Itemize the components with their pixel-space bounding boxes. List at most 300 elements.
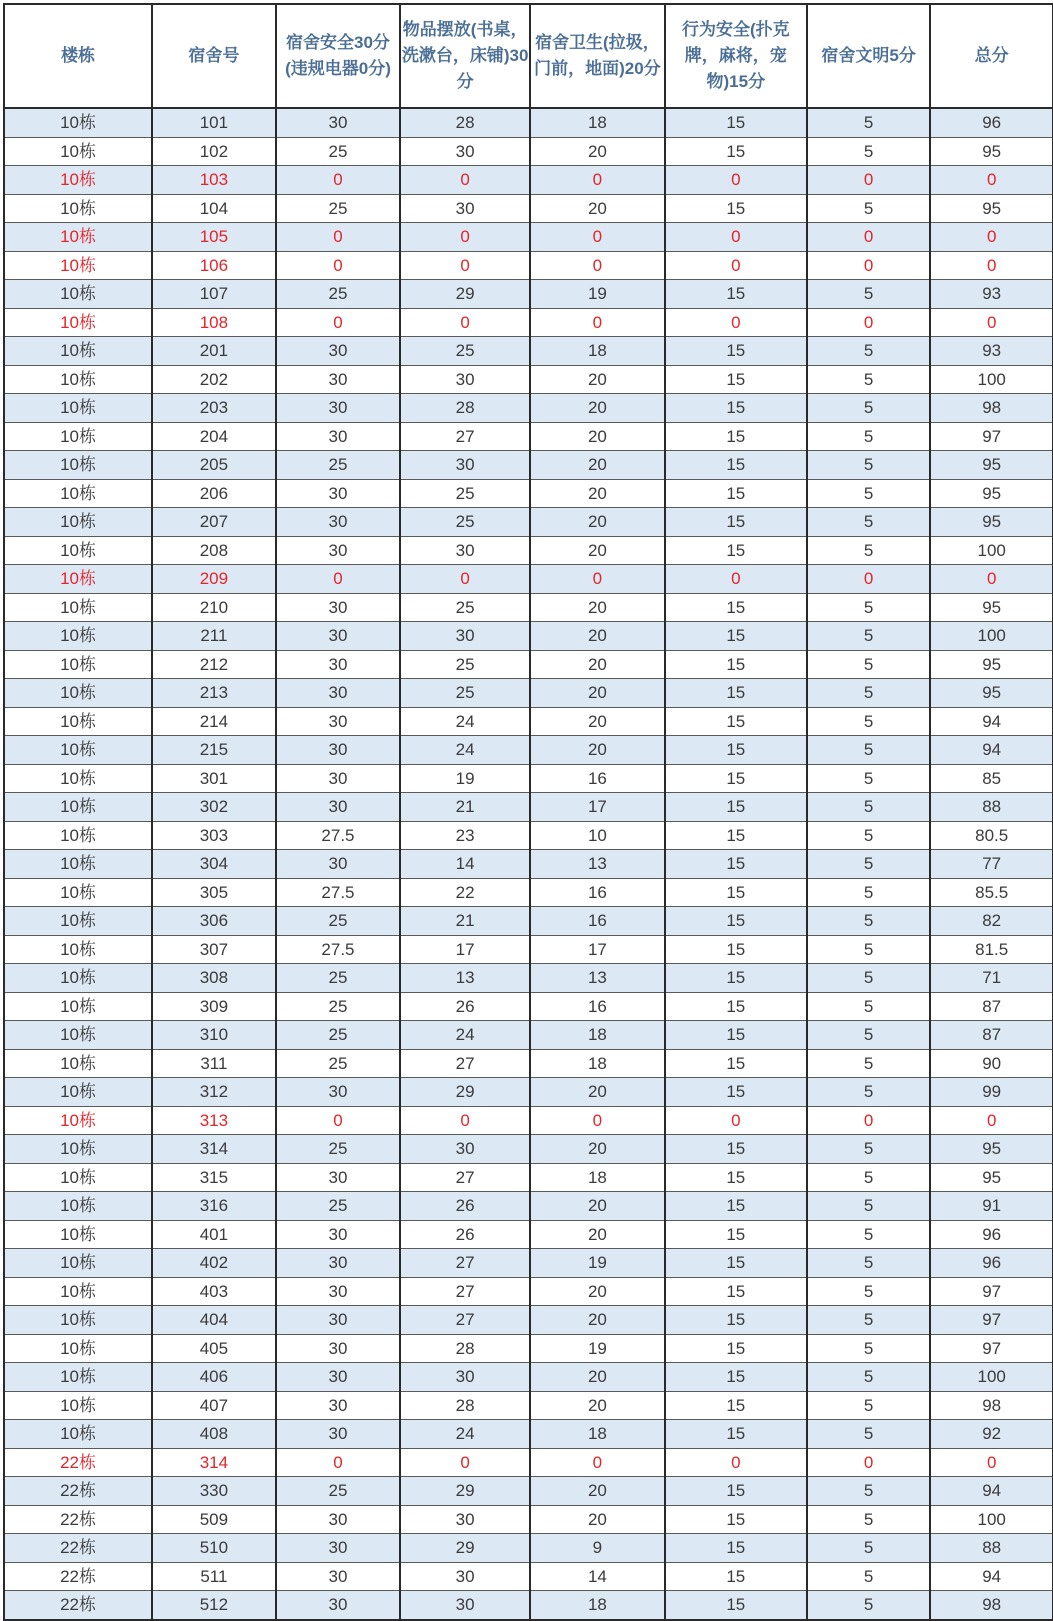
table-row <box>4 451 1053 480</box>
table-row <box>4 1306 1053 1335</box>
safety-score-cell: 25 <box>276 1049 401 1078</box>
behavior-score-cell: 15 <box>665 1049 807 1078</box>
table-row <box>4 1591 1053 1620</box>
civility-score-cell: 5 <box>807 593 931 622</box>
safety-score-cell: 30 <box>276 1420 401 1449</box>
civility-score-cell: 5 <box>807 1591 931 1620</box>
tidiness-score-cell: 21 <box>400 793 530 822</box>
tidiness-score-cell: 22 <box>400 878 530 907</box>
total-score-cell: 100 <box>930 365 1053 394</box>
tidiness-score-cell: 27 <box>400 422 530 451</box>
hygiene-score-cell: 20 <box>530 650 665 679</box>
hygiene-score-cell: 10 <box>530 821 665 850</box>
table-row <box>4 850 1053 879</box>
table-row <box>4 1391 1053 1420</box>
table-row <box>4 1163 1053 1192</box>
behavior-score-cell: 15 <box>665 650 807 679</box>
total-score-cell: 0 <box>930 1106 1053 1135</box>
behavior-score-cell: 15 <box>665 850 807 879</box>
total-score-cell: 0 <box>930 166 1053 195</box>
safety-score-cell: 27.5 <box>276 878 401 907</box>
safety-score-cell: 30 <box>276 1391 401 1420</box>
hygiene-score-cell: 18 <box>530 1163 665 1192</box>
room-number-cell: 205 <box>152 451 276 480</box>
building-cell: 22栋 <box>4 1534 152 1563</box>
total-score-cell: 92 <box>930 1420 1053 1449</box>
header-civility-score: 宿舍文明5分 <box>807 4 931 108</box>
building-cell: 10栋 <box>4 707 152 736</box>
room-number-cell: 105 <box>152 223 276 252</box>
tidiness-score-cell: 0 <box>400 223 530 252</box>
behavior-score-cell: 15 <box>665 365 807 394</box>
tidiness-score-cell: 29 <box>400 1534 530 1563</box>
total-score-cell: 95 <box>930 451 1053 480</box>
building-cell: 10栋 <box>4 964 152 993</box>
room-number-cell: 512 <box>152 1591 276 1620</box>
room-number-cell: 315 <box>152 1163 276 1192</box>
table-row <box>4 1334 1053 1363</box>
total-score-cell: 94 <box>930 1477 1053 1506</box>
total-score-cell: 71 <box>930 964 1053 993</box>
safety-score-cell: 30 <box>276 1334 401 1363</box>
hygiene-score-cell: 0 <box>530 251 665 280</box>
hygiene-score-cell: 20 <box>530 1477 665 1506</box>
tidiness-score-cell: 24 <box>400 707 530 736</box>
table-row <box>4 1534 1053 1563</box>
safety-score-cell: 30 <box>276 622 401 651</box>
safety-score-cell: 30 <box>276 479 401 508</box>
table-row <box>4 1049 1053 1078</box>
total-score-cell: 97 <box>930 1306 1053 1335</box>
table-row <box>4 1477 1053 1506</box>
safety-score-cell: 25 <box>276 1477 401 1506</box>
hygiene-score-cell: 20 <box>530 137 665 166</box>
room-number-cell: 307 <box>152 935 276 964</box>
behavior-score-cell: 15 <box>665 1334 807 1363</box>
total-score-cell: 97 <box>930 422 1053 451</box>
behavior-score-cell: 15 <box>665 394 807 423</box>
header-behavior-score: 行为安全(扑克牌，麻将，宠物)15分 <box>665 4 807 108</box>
table-row <box>4 650 1053 679</box>
civility-score-cell: 5 <box>807 536 931 565</box>
safety-score-cell: 30 <box>276 1363 401 1392</box>
room-number-cell: 314 <box>152 1135 276 1164</box>
behavior-score-cell: 15 <box>665 508 807 537</box>
civility-score-cell: 0 <box>807 565 931 594</box>
tidiness-score-cell: 24 <box>400 736 530 765</box>
total-score-cell: 96 <box>930 1220 1053 1249</box>
behavior-score-cell: 15 <box>665 137 807 166</box>
safety-score-cell: 0 <box>276 166 401 195</box>
table-row <box>4 736 1053 765</box>
room-number-cell: 202 <box>152 365 276 394</box>
safety-score-cell: 30 <box>276 707 401 736</box>
building-cell: 10栋 <box>4 223 152 252</box>
room-number-cell: 510 <box>152 1534 276 1563</box>
civility-score-cell: 5 <box>807 1477 931 1506</box>
tidiness-score-cell: 23 <box>400 821 530 850</box>
room-number-cell: 211 <box>152 622 276 651</box>
civility-score-cell: 5 <box>807 1163 931 1192</box>
behavior-score-cell: 15 <box>665 1135 807 1164</box>
safety-score-cell: 25 <box>276 137 401 166</box>
total-score-cell: 91 <box>930 1192 1053 1221</box>
building-cell: 10栋 <box>4 536 152 565</box>
safety-score-cell: 30 <box>276 1163 401 1192</box>
total-score-cell: 0 <box>930 251 1053 280</box>
civility-score-cell: 5 <box>807 935 931 964</box>
behavior-score-cell: 15 <box>665 707 807 736</box>
room-number-cell: 207 <box>152 508 276 537</box>
total-score-cell: 95 <box>930 194 1053 223</box>
safety-score-cell: 0 <box>276 1448 401 1477</box>
room-number-cell: 212 <box>152 650 276 679</box>
room-number-cell: 308 <box>152 964 276 993</box>
table-row <box>4 1135 1053 1164</box>
behavior-score-cell: 15 <box>665 1163 807 1192</box>
hygiene-score-cell: 19 <box>530 280 665 309</box>
table-row <box>4 166 1053 195</box>
hygiene-score-cell: 16 <box>530 878 665 907</box>
table-row <box>4 365 1053 394</box>
safety-score-cell: 30 <box>276 422 401 451</box>
building-cell: 10栋 <box>4 1277 152 1306</box>
behavior-score-cell: 15 <box>665 1277 807 1306</box>
behavior-score-cell: 15 <box>665 108 807 137</box>
room-number-cell: 306 <box>152 907 276 936</box>
building-cell: 22栋 <box>4 1448 152 1477</box>
table-row <box>4 764 1053 793</box>
civility-score-cell: 5 <box>807 1135 931 1164</box>
tidiness-score-cell: 17 <box>400 935 530 964</box>
hygiene-score-cell: 0 <box>530 308 665 337</box>
building-cell: 10栋 <box>4 451 152 480</box>
hygiene-score-cell: 20 <box>530 1306 665 1335</box>
tidiness-score-cell: 27 <box>400 1277 530 1306</box>
hygiene-score-cell: 20 <box>530 365 665 394</box>
total-score-cell: 87 <box>930 1021 1053 1050</box>
civility-score-cell: 5 <box>807 280 931 309</box>
civility-score-cell: 0 <box>807 1448 931 1477</box>
tidiness-score-cell: 30 <box>400 137 530 166</box>
building-cell: 10栋 <box>4 565 152 594</box>
behavior-score-cell: 15 <box>665 422 807 451</box>
room-number-cell: 407 <box>152 1391 276 1420</box>
building-cell: 10栋 <box>4 1192 152 1221</box>
tidiness-score-cell: 21 <box>400 907 530 936</box>
building-cell: 10栋 <box>4 308 152 337</box>
civility-score-cell: 5 <box>807 508 931 537</box>
behavior-score-cell: 15 <box>665 1249 807 1278</box>
tidiness-score-cell: 30 <box>400 451 530 480</box>
table-row <box>4 223 1053 252</box>
tidiness-score-cell: 26 <box>400 1192 530 1221</box>
civility-score-cell: 5 <box>807 650 931 679</box>
table-row <box>4 1420 1053 1449</box>
hygiene-score-cell: 17 <box>530 935 665 964</box>
building-cell: 10栋 <box>4 1163 152 1192</box>
tidiness-score-cell: 26 <box>400 1220 530 1249</box>
total-score-cell: 93 <box>930 337 1053 366</box>
hygiene-score-cell: 9 <box>530 1534 665 1563</box>
tidiness-score-cell: 30 <box>400 622 530 651</box>
hygiene-score-cell: 0 <box>530 565 665 594</box>
hygiene-score-cell: 20 <box>530 394 665 423</box>
room-number-cell: 303 <box>152 821 276 850</box>
building-cell: 10栋 <box>4 793 152 822</box>
room-number-cell: 101 <box>152 108 276 137</box>
hygiene-score-cell: 20 <box>530 422 665 451</box>
tidiness-score-cell: 28 <box>400 1334 530 1363</box>
safety-score-cell: 30 <box>276 365 401 394</box>
tidiness-score-cell: 30 <box>400 1363 530 1392</box>
civility-score-cell: 5 <box>807 878 931 907</box>
table-row <box>4 1448 1053 1477</box>
civility-score-cell: 5 <box>807 622 931 651</box>
behavior-score-cell: 15 <box>665 622 807 651</box>
behavior-score-cell: 15 <box>665 280 807 309</box>
behavior-score-cell: 15 <box>665 593 807 622</box>
room-number-cell: 408 <box>152 1420 276 1449</box>
behavior-score-cell: 15 <box>665 736 807 765</box>
civility-score-cell: 5 <box>807 1220 931 1249</box>
behavior-score-cell: 0 <box>665 223 807 252</box>
header-hygiene-score: 宿舍卫生(拉圾，门前，地面)20分 <box>530 4 665 108</box>
building-cell: 10栋 <box>4 1420 152 1449</box>
behavior-score-cell: 15 <box>665 679 807 708</box>
building-cell: 10栋 <box>4 1049 152 1078</box>
building-cell: 10栋 <box>4 108 152 137</box>
tidiness-score-cell: 26 <box>400 992 530 1021</box>
safety-score-cell: 30 <box>276 394 401 423</box>
hygiene-score-cell: 18 <box>530 1021 665 1050</box>
room-number-cell: 107 <box>152 280 276 309</box>
room-number-cell: 404 <box>152 1306 276 1335</box>
total-score-cell: 81.5 <box>930 935 1053 964</box>
hygiene-score-cell: 20 <box>530 1220 665 1249</box>
civility-score-cell: 5 <box>807 451 931 480</box>
tidiness-score-cell: 27 <box>400 1049 530 1078</box>
room-number-cell: 311 <box>152 1049 276 1078</box>
safety-score-cell: 25 <box>276 451 401 480</box>
hygiene-score-cell: 20 <box>530 707 665 736</box>
total-score-cell: 94 <box>930 1562 1053 1591</box>
building-cell: 22栋 <box>4 1591 152 1620</box>
building-cell: 10栋 <box>4 1391 152 1420</box>
room-number-cell: 316 <box>152 1192 276 1221</box>
civility-score-cell: 5 <box>807 964 931 993</box>
behavior-score-cell: 0 <box>665 1106 807 1135</box>
safety-score-cell: 30 <box>276 764 401 793</box>
tidiness-score-cell: 25 <box>400 650 530 679</box>
tidiness-score-cell: 0 <box>400 1448 530 1477</box>
safety-score-cell: 30 <box>276 793 401 822</box>
tidiness-score-cell: 25 <box>400 593 530 622</box>
table-row <box>4 793 1053 822</box>
behavior-score-cell: 15 <box>665 536 807 565</box>
tidiness-score-cell: 24 <box>400 1021 530 1050</box>
total-score-cell: 95 <box>930 1163 1053 1192</box>
hygiene-score-cell: 0 <box>530 1448 665 1477</box>
civility-score-cell: 0 <box>807 1106 931 1135</box>
civility-score-cell: 5 <box>807 1420 931 1449</box>
behavior-score-cell: 15 <box>665 337 807 366</box>
table-row <box>4 821 1053 850</box>
civility-score-cell: 5 <box>807 1534 931 1563</box>
table-row <box>4 1505 1053 1534</box>
building-cell: 10栋 <box>4 280 152 309</box>
safety-score-cell: 25 <box>276 1135 401 1164</box>
safety-score-cell: 30 <box>276 337 401 366</box>
tidiness-score-cell: 24 <box>400 1420 530 1449</box>
room-number-cell: 313 <box>152 1106 276 1135</box>
hygiene-score-cell: 20 <box>530 479 665 508</box>
table-row <box>4 536 1053 565</box>
hygiene-score-cell: 20 <box>530 194 665 223</box>
building-cell: 10栋 <box>4 194 152 223</box>
total-score-cell: 98 <box>930 1391 1053 1420</box>
behavior-score-cell: 0 <box>665 1448 807 1477</box>
room-number-cell: 330 <box>152 1477 276 1506</box>
building-cell: 10栋 <box>4 1078 152 1107</box>
civility-score-cell: 5 <box>807 707 931 736</box>
tidiness-score-cell: 27 <box>400 1163 530 1192</box>
hygiene-score-cell: 16 <box>530 907 665 936</box>
room-number-cell: 301 <box>152 764 276 793</box>
safety-score-cell: 30 <box>276 1078 401 1107</box>
tidiness-score-cell: 30 <box>400 365 530 394</box>
total-score-cell: 0 <box>930 223 1053 252</box>
building-cell: 10栋 <box>4 1249 152 1278</box>
civility-score-cell: 5 <box>807 821 931 850</box>
civility-score-cell: 5 <box>807 1505 931 1534</box>
civility-score-cell: 5 <box>807 365 931 394</box>
tidiness-score-cell: 14 <box>400 850 530 879</box>
table-row <box>4 935 1053 964</box>
civility-score-cell: 0 <box>807 223 931 252</box>
total-score-cell: 98 <box>930 1591 1053 1620</box>
hygiene-score-cell: 20 <box>530 1277 665 1306</box>
safety-score-cell: 27.5 <box>276 821 401 850</box>
civility-score-cell: 5 <box>807 1021 931 1050</box>
safety-score-cell: 30 <box>276 1306 401 1335</box>
tidiness-score-cell: 28 <box>400 1391 530 1420</box>
building-cell: 10栋 <box>4 821 152 850</box>
behavior-score-cell: 15 <box>665 451 807 480</box>
header-room-number: 宿舍号 <box>152 4 276 108</box>
tidiness-score-cell: 0 <box>400 1106 530 1135</box>
total-score-cell: 0 <box>930 565 1053 594</box>
hygiene-score-cell: 20 <box>530 451 665 480</box>
total-score-cell: 96 <box>930 108 1053 137</box>
table-row <box>4 251 1053 280</box>
building-cell: 22栋 <box>4 1477 152 1506</box>
total-score-cell: 85.5 <box>930 878 1053 907</box>
civility-score-cell: 5 <box>807 394 931 423</box>
table-row <box>4 479 1053 508</box>
total-score-cell: 93 <box>930 280 1053 309</box>
hygiene-score-cell: 20 <box>530 1391 665 1420</box>
room-number-cell: 312 <box>152 1078 276 1107</box>
room-number-cell: 305 <box>152 878 276 907</box>
total-score-cell: 96 <box>930 1249 1053 1278</box>
building-cell: 22栋 <box>4 1505 152 1534</box>
behavior-score-cell: 0 <box>665 166 807 195</box>
behavior-score-cell: 0 <box>665 308 807 337</box>
total-score-cell: 80.5 <box>930 821 1053 850</box>
tidiness-score-cell: 25 <box>400 337 530 366</box>
building-cell: 10栋 <box>4 992 152 1021</box>
safety-score-cell: 25 <box>276 280 401 309</box>
dorm-inspection-table <box>3 3 1053 1621</box>
building-cell: 10栋 <box>4 850 152 879</box>
room-number-cell: 309 <box>152 992 276 1021</box>
behavior-score-cell: 15 <box>665 1591 807 1620</box>
table-row <box>4 508 1053 537</box>
table-row <box>4 565 1053 594</box>
safety-score-cell: 30 <box>276 1277 401 1306</box>
total-score-cell: 0 <box>930 1448 1053 1477</box>
safety-score-cell: 25 <box>276 1021 401 1050</box>
room-number-cell: 204 <box>152 422 276 451</box>
room-number-cell: 201 <box>152 337 276 366</box>
tidiness-score-cell: 27 <box>400 1306 530 1335</box>
table-row <box>4 707 1053 736</box>
total-score-cell: 95 <box>930 479 1053 508</box>
safety-score-cell: 25 <box>276 964 401 993</box>
building-cell: 10栋 <box>4 679 152 708</box>
hygiene-score-cell: 18 <box>530 1591 665 1620</box>
safety-score-cell: 30 <box>276 536 401 565</box>
behavior-score-cell: 15 <box>665 1391 807 1420</box>
building-cell: 10栋 <box>4 1363 152 1392</box>
safety-score-cell: 25 <box>276 1192 401 1221</box>
hygiene-score-cell: 20 <box>530 508 665 537</box>
civility-score-cell: 5 <box>807 479 931 508</box>
tidiness-score-cell: 0 <box>400 166 530 195</box>
behavior-score-cell: 15 <box>665 821 807 850</box>
civility-score-cell: 5 <box>807 764 931 793</box>
civility-score-cell: 5 <box>807 1306 931 1335</box>
building-cell: 10栋 <box>4 593 152 622</box>
table-row <box>4 1562 1053 1591</box>
hygiene-score-cell: 19 <box>530 1334 665 1363</box>
behavior-score-cell: 15 <box>665 1220 807 1249</box>
behavior-score-cell: 15 <box>665 764 807 793</box>
safety-score-cell: 30 <box>276 1249 401 1278</box>
behavior-score-cell: 15 <box>665 1363 807 1392</box>
behavior-score-cell: 15 <box>665 907 807 936</box>
tidiness-score-cell: 28 <box>400 394 530 423</box>
behavior-score-cell: 15 <box>665 1505 807 1534</box>
building-cell: 10栋 <box>4 337 152 366</box>
total-score-cell: 94 <box>930 707 1053 736</box>
total-score-cell: 100 <box>930 1363 1053 1392</box>
hygiene-score-cell: 0 <box>530 166 665 195</box>
safety-score-cell: 30 <box>276 593 401 622</box>
hygiene-score-cell: 17 <box>530 793 665 822</box>
building-cell: 10栋 <box>4 251 152 280</box>
tidiness-score-cell: 30 <box>400 194 530 223</box>
civility-score-cell: 5 <box>807 1049 931 1078</box>
safety-score-cell: 0 <box>276 1106 401 1135</box>
hygiene-score-cell: 20 <box>530 622 665 651</box>
total-score-cell: 95 <box>930 650 1053 679</box>
tidiness-score-cell: 29 <box>400 1078 530 1107</box>
room-number-cell: 104 <box>152 194 276 223</box>
total-score-cell: 82 <box>930 907 1053 936</box>
behavior-score-cell: 15 <box>665 935 807 964</box>
